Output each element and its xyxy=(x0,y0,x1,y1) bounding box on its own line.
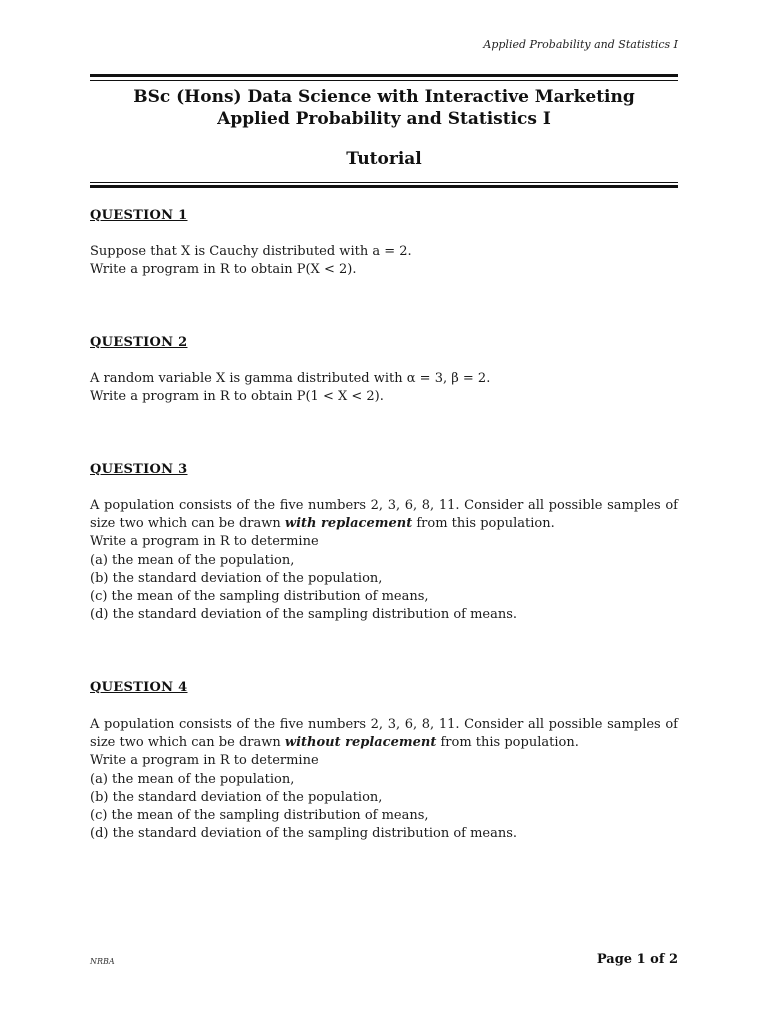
question-4-part-d: (d) the standard deviation of the sampling distribution of means. xyxy=(90,826,518,842)
running-head: Applied Probability and Statistics I xyxy=(483,38,678,51)
question-3-intro-tail: from this population. xyxy=(412,516,555,532)
tutorial-title: Tutorial xyxy=(346,149,422,169)
question-4-part-b: (b) the standard deviation of the population, xyxy=(90,789,383,805)
mid-rule-thin xyxy=(90,182,678,183)
question-3-line: Write a program in R to determine xyxy=(90,534,319,550)
question-4-line: Write a program in R to determine xyxy=(90,753,319,769)
question-2-body xyxy=(90,370,678,406)
question-4-intro-tail: from this population. xyxy=(436,735,579,751)
question-3-part-d: (d) the standard deviation of the sampling distribution of means. xyxy=(90,607,518,623)
question-2-line: Write a program in R to obtain P(1 < X < 2). xyxy=(90,389,384,405)
top-rule-thick xyxy=(90,74,678,77)
question-4-body xyxy=(90,716,678,843)
question-4-intro-text: A population consists of the five numbers 2, 3, 6, 8, 11. Consider all possible samples of size two which can be drawn xyxy=(90,717,678,751)
question-1-line: Write a program in R to obtain P(X < 2). xyxy=(90,262,357,278)
question-1-heading: QUESTION 1 xyxy=(90,208,188,223)
question-4-emphasis: without replacement xyxy=(284,735,437,751)
question-3-intro-text: A population consists of the five numbers 2, 3, 6, 8, 11. Consider all possible samples of size two which can be drawn xyxy=(90,498,678,532)
top-rule-thin xyxy=(90,80,678,81)
footer-author: NRBA xyxy=(90,957,115,966)
question-4-part-c: (c) the mean of the sampling distribution of means, xyxy=(90,808,429,824)
question-3-emphasis: with replacement xyxy=(284,516,413,532)
title-line-1: BSc (Hons) Data Science with Interactive Marketing xyxy=(133,87,635,107)
question-3-part-a: (a) the mean of the population, xyxy=(90,552,295,568)
question-3-intro xyxy=(90,497,678,533)
question-4-intro xyxy=(90,716,678,752)
question-1-line: Suppose that X is Cauchy distributed with a = 2. xyxy=(90,244,412,259)
question-4-part-a: (a) the mean of the population, xyxy=(90,771,295,787)
question-3-part-c: (c) the mean of the sampling distribution of means, xyxy=(90,589,429,605)
title-line-2: Applied Probability and Statistics I xyxy=(217,109,551,129)
question-3-heading: QUESTION 3 xyxy=(90,462,188,477)
question-2-line: A random variable X is gamma distributed with α = 3, β = 2. xyxy=(90,371,491,386)
question-2-heading: QUESTION 2 xyxy=(90,335,188,350)
mid-rule-thick xyxy=(90,185,678,188)
title-block xyxy=(90,86,678,170)
question-3-body xyxy=(90,497,678,624)
question-1-body xyxy=(90,243,678,279)
page-number: Page 1 of 2 xyxy=(596,952,678,967)
question-4-heading: QUESTION 4 xyxy=(90,680,188,695)
question-3-part-b: (b) the standard deviation of the population, xyxy=(90,570,383,586)
